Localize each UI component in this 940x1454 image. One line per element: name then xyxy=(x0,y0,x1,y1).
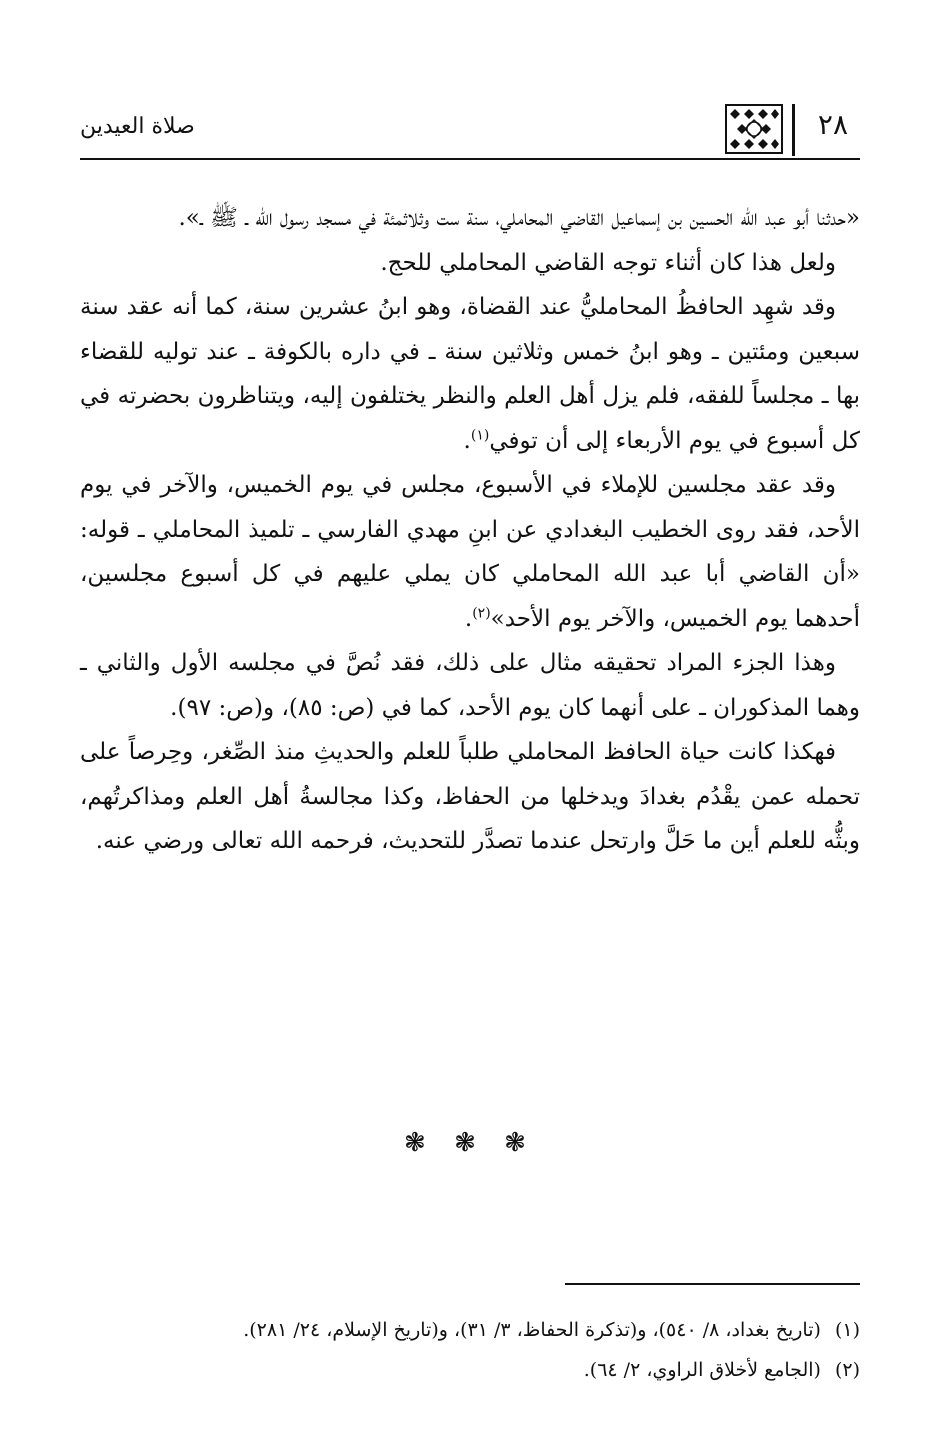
paragraph xyxy=(80,463,860,641)
footnote-rule xyxy=(565,1283,860,1285)
body-text xyxy=(80,196,860,864)
header-rule xyxy=(80,158,860,160)
running-title: صلاة العيدين xyxy=(80,114,195,139)
paragraph-text: وقد شهِد الحافظُ المحامليُّ عند القضاة، وهو ابنُ عشرين سنة، كما أنه عقد سنة سبعين ومئتين ـ وهو ابنُ خمس وثلاثين سنة ـ في داره بالكوفة ـ عند توليه للقضاء بها ـ مجلساً للفقه، فلم يزل أهل العلم والنظر يختلفون إليه، ويتناظرون بحضرته في كل أسبوع في يوم الأربعاء إلى أن توفي xyxy=(80,294,860,454)
footnote-text: (الجامع لأخلاق الراوي، ٢/ ٦٤). xyxy=(583,1359,821,1381)
page-number: ٢٨ xyxy=(817,108,848,141)
footnote-text: (تاريخ بغداد، ٨/ ٥٤٠)، و(تذكرة الحفاظ، ٣/ ٣١)، و(تاريخ الإسلام، ٢٤/ ٢٨١). xyxy=(243,1319,821,1341)
section-separator: ❃ ❃ ❃ xyxy=(404,1128,536,1158)
footnote-reference: (٢) xyxy=(472,604,491,621)
footnote xyxy=(80,1310,860,1350)
footnote xyxy=(80,1350,860,1390)
page-header xyxy=(80,100,860,160)
footnote-number: (١) xyxy=(834,1319,860,1341)
ornament-icon xyxy=(725,104,783,154)
paragraph xyxy=(80,285,860,463)
header-separator xyxy=(792,104,795,156)
paragraph-end: . xyxy=(464,605,473,632)
paragraph-end: . xyxy=(463,427,471,454)
footnotes xyxy=(80,1310,860,1390)
paragraph: «حدثنا أبو عبد الله الحسين بن إسماعيل القاضي المحاملي، سنة ست وثلاثمئة في مسجد رسول الله ـ ﷺ ـ». xyxy=(178,205,860,231)
paragraph: ولعل هذا كان أثناء توجه القاضي المحاملي للحج. xyxy=(380,249,836,276)
paragraph: وهذا الجزء المراد تحقيقه مثال على ذلك، فقد نُصَّ في مجلسه الأول والثاني ـ وهما المذكوران ـ على أنهما كان يوم الأحد، كما في (ص: ٨٥)، و(ص: ٩٧). xyxy=(80,650,860,721)
footnote-reference: (١) xyxy=(470,426,490,443)
paragraph: فهكذا كانت حياة الحافظ المحاملي طلباً للعلم والحديثِ منذ الصِّغر، وحِرصاً على تحمله عمن يقْدُم بغدادَ ويدخلها من الحفاظ، وكذا مجالسةُ أهل العلم ومذاكرتُهم، وبثُّه للعلم أين ما حَلَّ وارتحل عندما تصدَّر للتحديث، فرحمه الله تعالى ورضي عنه. xyxy=(80,739,860,854)
paragraph-text: وقد عقد مجلسين للإملاء في الأسبوع، مجلس في يوم الخميس، والآخر في يوم الأحد، فقد روى الخطيب البغدادي عن ابنِ مهدي الفارسي ـ تلميذ المحاملي ـ قوله: «أن القاضي أبا عبد الله المحاملي كان يملي عليهم في كل أسبوع مجلسين، أحدهما يوم الخميس، والآخر يوم الأحد» xyxy=(80,472,860,632)
footnote-number: (٢) xyxy=(834,1359,860,1381)
